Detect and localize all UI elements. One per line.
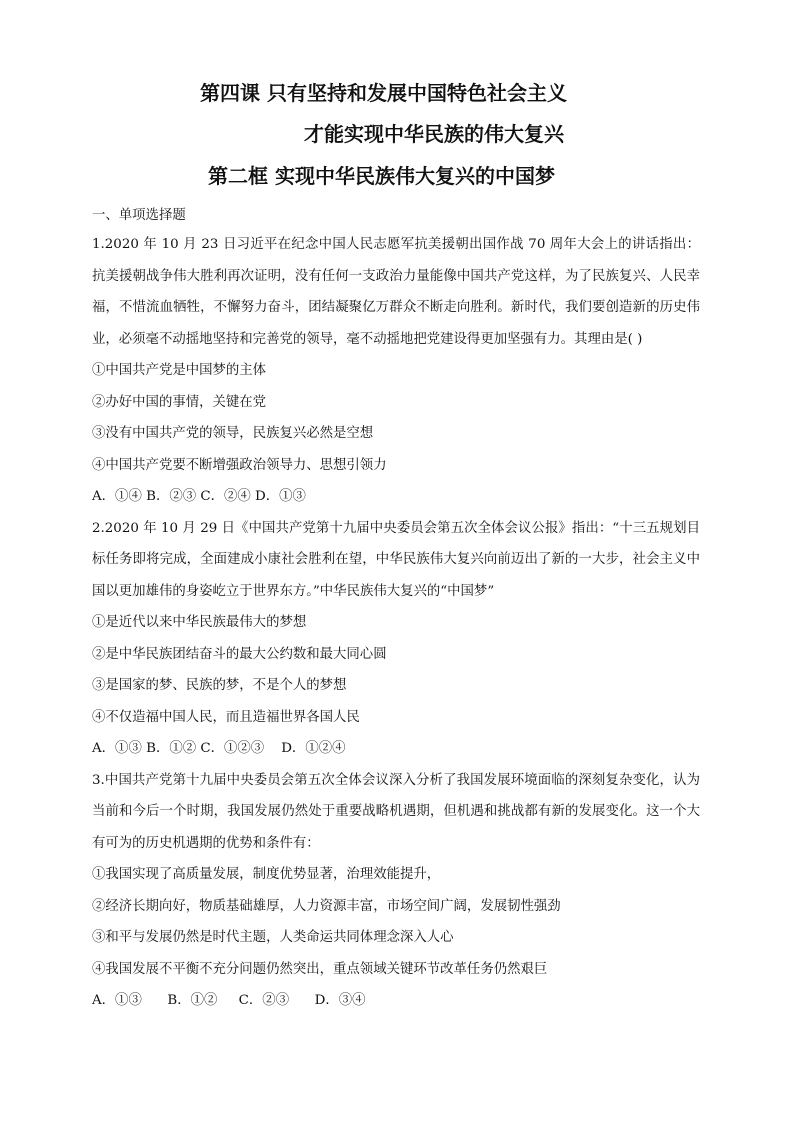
statement-option: ①中国共产党是中国梦的主体 <box>92 363 267 378</box>
question-3 <box>92 765 700 1017</box>
question-stem: 3.中国共产党第十九届中央委员会第五次全体会议深入分析了我国发展环境面临的深刻复杂变化，认为当前和今后一个时期，我国发展仍然处于重要战略机遇期，但机遇和挑战都有新的发展变化。这一个大有可为的历史机遇期的优势和条件有： <box>92 772 700 851</box>
question-list <box>92 202 700 1017</box>
statement-option: ②办好中国的事情，关键在党 <box>92 394 267 410</box>
lesson-subtitle: 才能实现中华民族的伟大复兴 <box>304 122 564 146</box>
question-1 <box>92 229 700 513</box>
question-type-label: 一、单项选择题 <box>92 208 186 223</box>
statement-option: ③是国家的梦、民族的梦，不是个人的梦想 <box>92 678 347 693</box>
answer-choices: A．①③ B．①② C．①②③ D．①②④ <box>92 741 346 756</box>
statement-option: ②是中华民族团结奋斗的最大公约数和最大同心圆 <box>92 646 387 662</box>
statement-option: ④不仅造福中国人民，而且造福世界各国人民 <box>92 709 360 725</box>
statement-option: ④中国共产党要不断增强政治领导力、思想引领力 <box>92 457 387 473</box>
statement-option: ①我国实现了高质量发展，制度优势显著，治理效能提升， <box>92 867 441 882</box>
statement-option: ④我国发展不平衡不充分问题仍然突出，重点领域关键环节改革任务仍然艰巨 <box>92 961 548 977</box>
question-2 <box>92 513 700 765</box>
answer-choices: A．①④ B．②③ C．②④ D．①③ <box>92 489 306 504</box>
statement-option: ②经济长期向好，物质基础雄厚，人力资源丰富，市场空间广阔，发展韧性强劲 <box>92 898 561 914</box>
question-stem: 2.2020 年 10 月 29 日《中国共产党第十九届中央委员会第五次全体会议公报》指出：“十三五规划目标任务即将完成，全面建成小康社会胜利在望，中华民族伟大复兴向前迈出了新的一大步，社会主义中国以更加雄伟的身姿屹立于世界东方。”中华民族伟大复兴的“中国梦” <box>92 520 700 599</box>
statement-option: ③没有中国共产党的领导，民族复兴必然是空想 <box>92 426 374 441</box>
statement-option: ①是近代以来中华民族最伟大的梦想 <box>92 615 307 630</box>
statement-option: ③和平与发展仍然是时代主题，人类命运共同体理念深入人心 <box>92 930 454 945</box>
answer-choices: A．①③ B．①② C．②③ D．③④ <box>92 993 366 1008</box>
question-stem: 1.2020 年 10 月 23 日习近平在纪念中国人民志愿军抗美援朝出国作战 70 周年大会上的讲话指出：抗美援朝战争伟大胜利再次证明，没有任何一支政治力量能像中国共产党这样，为了民族复兴、人民幸福，不惜流血牺牲，不懈努力奋斗，团结凝聚亿万群众不断走向胜利。新时代，我们要创造新的历史伟业，必须毫不动摇地坚持和完善党的领导，毫不动摇地把党建设得更加坚强有力。其理由是( ) <box>92 237 700 347</box>
lesson-title: 第四课 只有坚持和发展中国特色社会主义 <box>200 81 567 105</box>
section-title: 第二框 实现中华民族伟大复兴的中国梦 <box>208 164 555 188</box>
